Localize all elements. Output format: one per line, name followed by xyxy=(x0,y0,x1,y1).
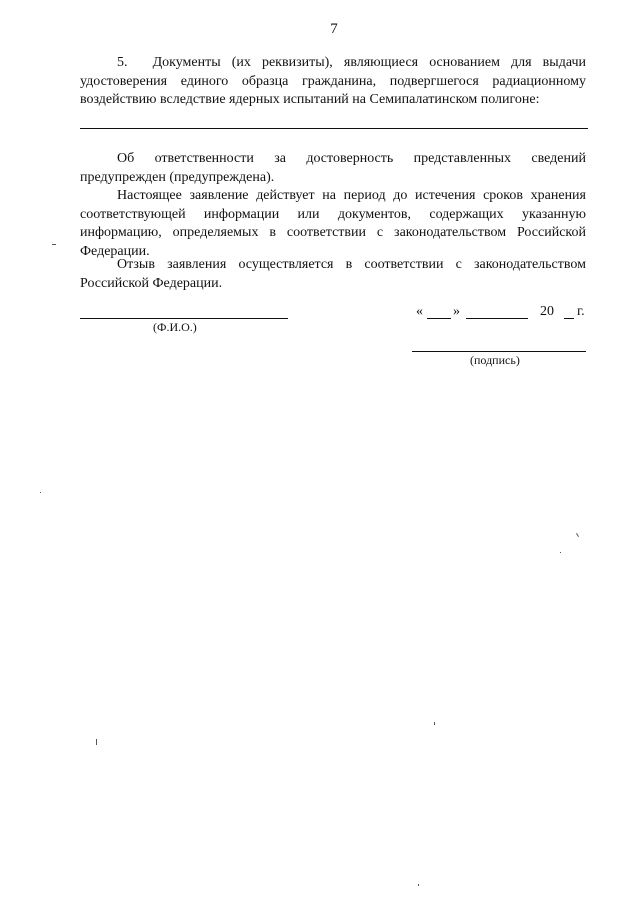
year-suffix: г. xyxy=(577,304,585,319)
scan-speck xyxy=(576,533,579,537)
signature-blank-line xyxy=(412,351,586,352)
year-blank xyxy=(564,304,574,319)
date-close-quote: » xyxy=(453,304,460,319)
scan-speck xyxy=(560,552,561,553)
scan-speck xyxy=(52,244,56,245)
page-number: 7 xyxy=(330,21,338,37)
signature-caption: (подпись) xyxy=(470,353,520,367)
paragraph-responsibility: Об ответственности за достоверность представленных сведений предупрежден (предупреждена). xyxy=(80,151,586,185)
day-blank xyxy=(427,304,451,319)
documents-blank-line xyxy=(80,128,588,129)
scan-speck xyxy=(40,492,41,493)
fio-blank-line xyxy=(80,318,288,319)
paragraph-item-5: 5. Документы (их реквизиты), являющиеся основанием для выдачи удостоверения единого образца гражданина, подвергшегося радиационному воздействию вследствие ядерных испытаний на Семипалатинском полигоне: xyxy=(80,55,586,107)
fio-caption: (Ф.И.О.) xyxy=(153,320,197,334)
date-field xyxy=(416,303,588,321)
scan-speck xyxy=(96,739,97,745)
year-prefix: 20 xyxy=(540,304,554,319)
month-blank xyxy=(466,304,528,319)
paragraph-revocation: Отзыв заявления осуществляется в соответствии с законодательством Российской Федерации. xyxy=(80,257,586,291)
scan-speck xyxy=(434,722,435,725)
paragraph-validity: Настоящее заявление действует на период до истечения сроков хранения соответствующей информации или документов, содержащих указанную информацию, определяемых в соответствии с законодательством Российской Федерации. xyxy=(80,188,586,259)
date-open-quote: « xyxy=(416,304,423,319)
scan-speck xyxy=(418,884,419,886)
